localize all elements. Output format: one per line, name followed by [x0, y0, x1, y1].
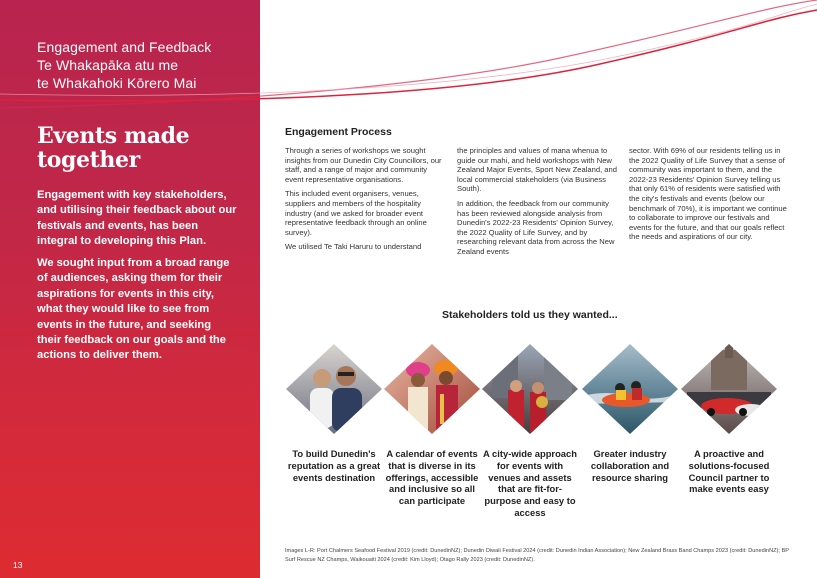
- col3-paragraph: sector. With 69% of our residents telling us in the 2022 Quality of Life Survey that a sense of community was important to them, and the 2022-23 Residents' Opinion Survey telling us that only 61% of residents were satisfied with the city's festivals and events (below our benchmark of 70%), it is important we continue to collaborate to improve our festivals and events for the future, and that our goals reflect the needs and aspirations of our city.: [629, 146, 787, 242]
- engagement-column-2: [457, 146, 617, 262]
- page-title: [37, 124, 189, 172]
- caption-calendar: A calendar of events that is diverse in its offerings, accessible and inclusive so all can participate: [385, 448, 479, 507]
- col1-paragraph: Through a series of workshops we sought insights from our Dunedin City Councillors, our staff, and a range of major and community event representative organisations.: [285, 146, 442, 184]
- col2-paragraph: In addition, the feedback from our community has been reviewed alongside analysis from Dunedin's 2022-23 Residents' Opinion Survey, the 2022 Quality of Life Survey, and by researching relevant data from across the New Zealand events: [457, 198, 615, 256]
- col2-paragraph: the principles and values of mana whenua to guide our mahi, and held workshops with New Zealand Major Events, Sport New Zealand, and local commercial stakeholders (via Business South).: [457, 146, 617, 194]
- engagement-heading: Engagement Process: [285, 126, 392, 138]
- otago-rally-photo: [681, 344, 777, 434]
- seafood-festival-photo: [286, 344, 382, 434]
- section-header-line-1: Engagement and Feedback: [37, 39, 212, 55]
- page-title-line-2: together: [37, 147, 140, 173]
- image-credits: Images L-R: Port Chalmers Seafood Festival 2019 (credit: DunedinNZ); Dunedin Diwali Festival 2024 (credit: Dunedin Indian Association); New Zealand Brass Band Champs 2023 (credit: DunedinNZ); BP Surf Rescue NZ Champs, Waikouaiti 2024 (credit: Kim Lloyd); Otago Rally 2023 (credit: DunedinNZ).: [285, 548, 789, 563]
- brass-band-photo: [482, 344, 578, 434]
- section-header-line-3: te Whakahoki Kōrero Mai: [37, 75, 197, 91]
- engagement-column-3: [629, 146, 789, 247]
- engagement-column-1: [285, 146, 445, 257]
- page-title-line-1: Events made: [37, 123, 190, 149]
- intro-paragraph-2: We sought input from a broad range of audiences, asking them for their aspirations for events in this city, what they would like to see from events in the future, and seeking their feedback on our goals and the actions to deliver them.: [37, 257, 230, 362]
- col1-paragraph: We utilised Te Taki Haruru to understand: [285, 242, 422, 252]
- col1-paragraph: This included event organisers, venues, suppliers and members of the hospitality industry (and we asked for broader event representative feedback through an online survey).: [285, 189, 427, 237]
- caption-council-partner: A proactive and solutions-focused Council partner to make events easy: [688, 448, 770, 495]
- caption-reputation: To build Dunedin's reputation as a great events destination: [287, 448, 381, 483]
- diwali-festival-photo: [384, 344, 480, 434]
- page-number: 13: [13, 560, 23, 570]
- section-header-line-2: Te Whakapāka atu me: [37, 57, 179, 73]
- section-header: [37, 38, 211, 92]
- intro-paragraph-1: Engagement with key stakeholders, and utilising their feedback about our festivals and events, has been integral to developing this Plan.: [37, 189, 237, 248]
- surf-rescue-photo: [582, 344, 678, 434]
- stakeholders-heading: Stakeholders told us they wanted...: [442, 309, 618, 321]
- caption-city-wide: A city-wide approach for events with venues and assets that are fit-for-purpose and easy to access: [483, 448, 577, 518]
- caption-collaboration: Greater industry collaboration and resource sharing: [590, 448, 670, 483]
